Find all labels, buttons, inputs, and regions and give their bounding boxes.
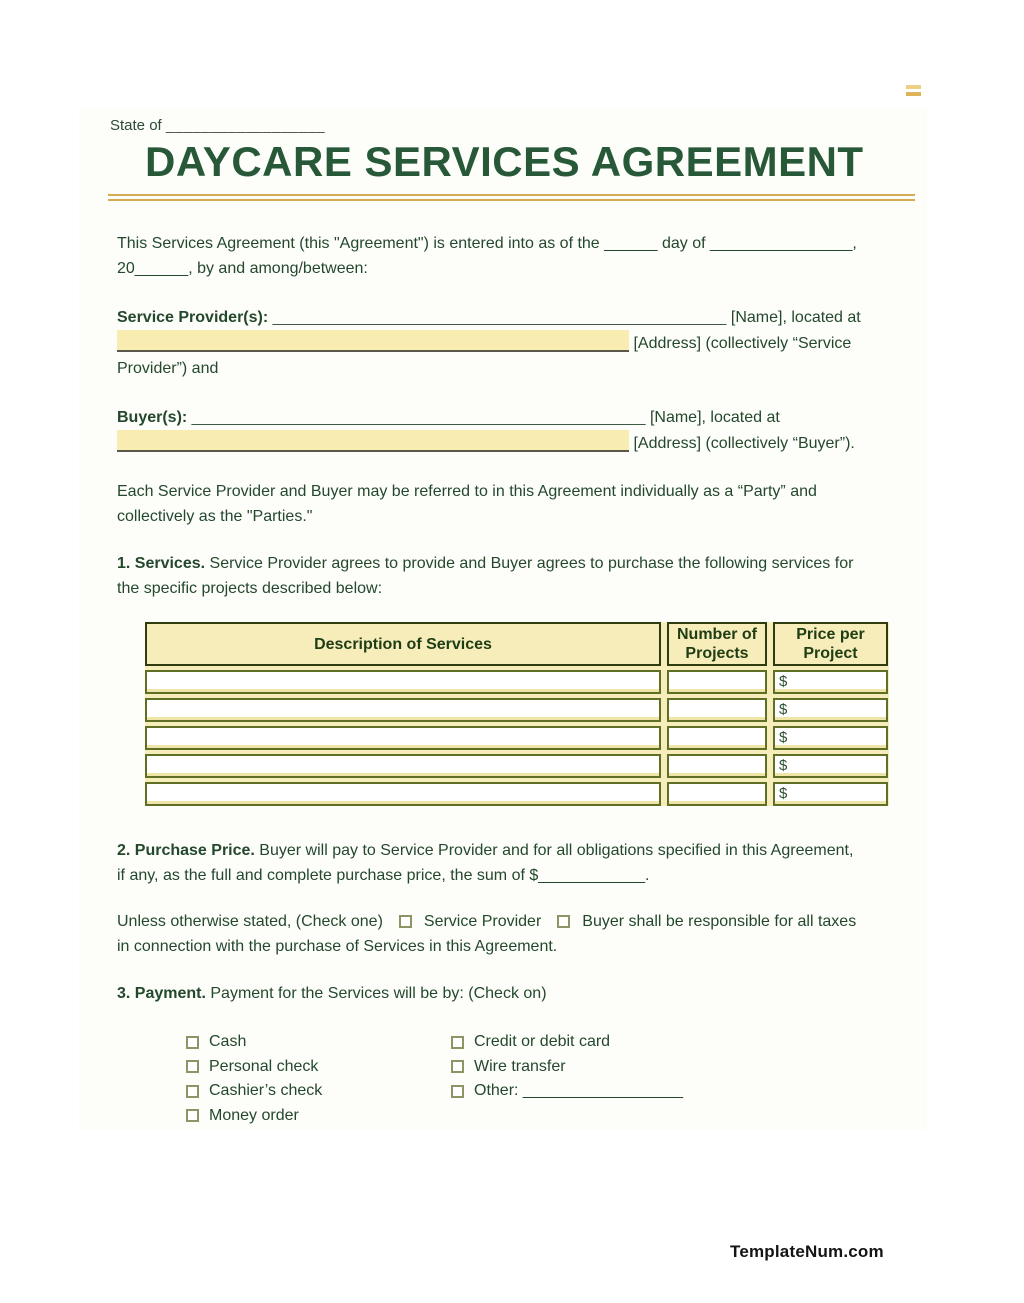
tax-clause-prefix: Unless otherwise stated, (Check one) — [117, 913, 383, 930]
title-divider — [108, 194, 915, 201]
service-provider-name-suffix: [Name], located at — [726, 309, 861, 326]
payment-option-label: Money order — [209, 1106, 299, 1124]
service-description-cell[interactable] — [145, 670, 661, 694]
payment-option-row — [186, 1030, 446, 1055]
table-header-projects: Number of Projects — [667, 622, 767, 666]
buyer-name-suffix: [Name], located at — [645, 409, 780, 426]
payment-option-checkbox-right-0[interactable] — [451, 1036, 464, 1049]
payment-option-label: Personal check — [209, 1057, 319, 1075]
number-of-projects-cell[interactable] — [667, 670, 767, 694]
service-description-cell[interactable] — [145, 754, 661, 778]
state-of-label: State of — [110, 117, 162, 134]
section-2-text: Buyer will pay to Service Provider and for all obligations specified in this Agreement, — [254, 842, 854, 859]
payment-option-checkbox-left-0[interactable] — [186, 1036, 199, 1049]
tax-clause-line-2: in connection with the purchase of Services in this Agreement. — [117, 938, 558, 955]
payment-option-label: Cashier’s check — [209, 1082, 323, 1100]
payment-options-right-column — [451, 1030, 711, 1104]
service-provider-tax-checkbox[interactable] — [399, 915, 412, 928]
state-of-line — [110, 113, 325, 138]
price-per-project-cell[interactable]: $ — [773, 698, 888, 722]
payment-options-left-column — [186, 1030, 446, 1128]
price-per-project-cell[interactable]: $ — [773, 670, 888, 694]
table-header-description: Description of Services — [145, 622, 661, 666]
buyer-label: Buyer(s): — [117, 409, 188, 426]
service-provider-address-suffix: [Address] (collectively “Service — [629, 335, 852, 352]
parties-clause — [117, 479, 917, 529]
section-1-number: 1. Services. — [117, 555, 206, 572]
service-provider-address-field[interactable] — [117, 330, 629, 352]
buyer-tax-checkbox[interactable] — [557, 915, 570, 928]
payment-option-row — [451, 1030, 711, 1055]
menu-icon-bar — [906, 92, 921, 96]
payment-option-checkbox-right-1[interactable] — [451, 1060, 464, 1073]
service-provider-name-blank: ___________________________________________________ — [268, 309, 727, 326]
payment-option-checkbox-left-1[interactable] — [186, 1060, 199, 1073]
number-of-projects-cell[interactable] — [667, 698, 767, 722]
state-blank-field: __________________ — [165, 117, 326, 134]
buyer-address-field[interactable] — [117, 430, 629, 452]
intro-line-1: This Services Agreement (this "Agreement") is entered into as of the ______ day of ________________, — [117, 235, 857, 252]
service-description-cell[interactable] — [145, 698, 661, 722]
price-per-project-cell[interactable]: $ — [773, 754, 888, 778]
number-of-projects-cell[interactable] — [667, 782, 767, 806]
payment-option-row — [451, 1055, 711, 1080]
brand-watermark: TemplateNum.com — [730, 1242, 884, 1261]
parties-line-1: Each Service Provider and Buyer may be referred to in this Agreement individually as a “Party” and — [117, 483, 817, 500]
payment-option-label: Credit or debit card — [474, 1033, 611, 1051]
number-of-projects-cell[interactable] — [667, 726, 767, 750]
table-header-price: Price per Project — [773, 622, 888, 666]
payment-option-label: Other: __________________ — [474, 1082, 684, 1100]
service-description-cell[interactable] — [145, 726, 661, 750]
buyer-address-suffix: [Address] (collectively “Buyer”). — [629, 435, 855, 452]
payment-option-row — [451, 1079, 711, 1104]
section-2-purchase-price — [117, 838, 917, 888]
price-per-project-cell[interactable]: $ — [773, 726, 888, 750]
payment-option-checkbox-left-2[interactable] — [186, 1085, 199, 1098]
intro-line-2: 20______, by and among/between: — [117, 260, 368, 277]
section-2-number: 2. Purchase Price. — [117, 842, 255, 859]
section-1-text: Service Provider agrees to provide and Buyer agrees to purchase the following services for — [205, 555, 854, 572]
tax-responsibility-clause — [117, 909, 917, 959]
payment-option-row — [186, 1104, 446, 1129]
service-provider-block — [117, 305, 917, 381]
price-per-project-cell[interactable]: $ — [773, 782, 888, 806]
tax-option-service-provider: Service Provider — [423, 913, 542, 930]
service-provider-label: Service Provider(s): — [117, 309, 269, 326]
intro-paragraph — [117, 231, 917, 281]
payment-option-checkbox-left-3[interactable] — [186, 1109, 199, 1122]
page-title: DAYCARE SERVICES AGREEMENT — [145, 138, 864, 185]
services-table — [145, 622, 889, 806]
payment-option-label: Cash — [209, 1033, 247, 1051]
section-3-number: 3. Payment. — [117, 985, 206, 1002]
menu-icon-bar — [906, 85, 921, 89]
buyer-name-blank: ___________________________________________________ — [187, 409, 646, 426]
payment-option-label: Wire transfer — [474, 1057, 566, 1075]
payment-option-checkbox-right-2[interactable] — [451, 1085, 464, 1098]
service-provider-continuation: Provider”) and — [117, 360, 219, 377]
buyer-block — [117, 405, 917, 456]
section-3-text: Payment for the Services will be by: (Check on) — [205, 985, 547, 1002]
section-3-payment — [117, 981, 917, 1006]
service-description-cell[interactable] — [145, 782, 661, 806]
section-1-text-line-2: the specific projects described below: — [117, 580, 383, 597]
section-2-text-line-2: if any, as the full and complete purchase price, the sum of $____________. — [117, 867, 650, 884]
section-1-services — [117, 551, 917, 601]
parties-line-2: collectively as the "Parties." — [117, 508, 313, 525]
payment-option-row — [186, 1055, 446, 1080]
tax-option-buyer: Buyer shall be responsible for all taxes — [582, 913, 857, 930]
menu-icon[interactable] — [906, 85, 921, 96]
payment-option-row — [186, 1079, 446, 1104]
number-of-projects-cell[interactable] — [667, 754, 767, 778]
